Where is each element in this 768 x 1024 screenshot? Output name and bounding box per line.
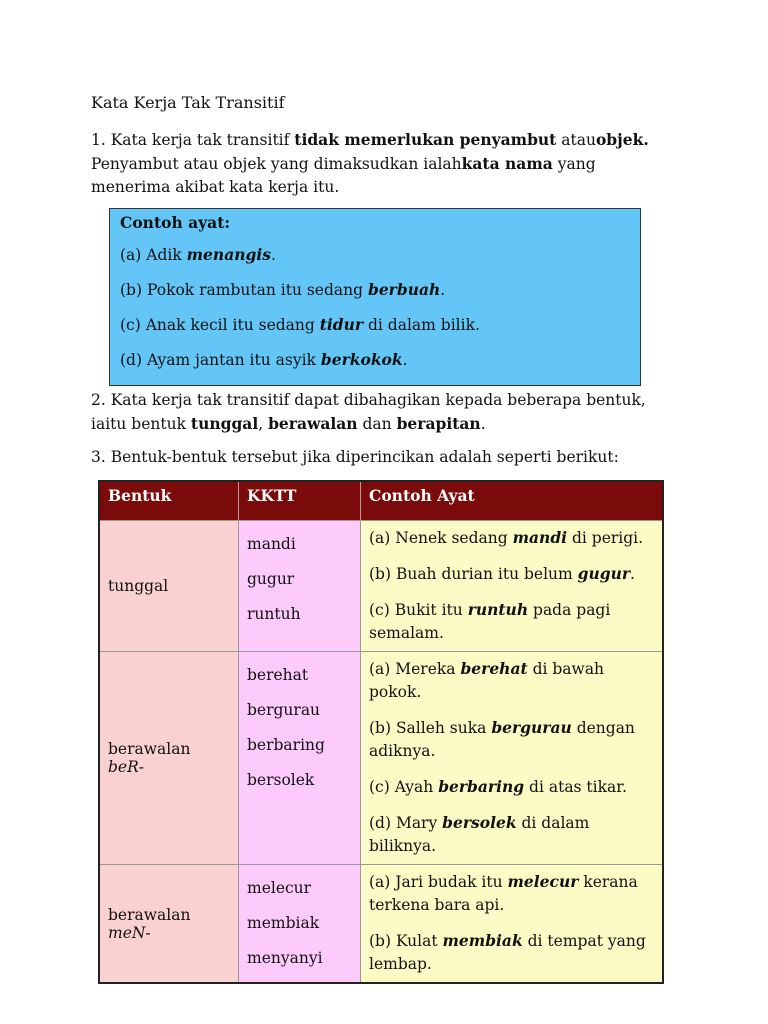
bentuk-text: berawalan [108, 905, 191, 924]
sentence-text: (b) Salleh suka [369, 719, 492, 737]
kktt-cell [239, 865, 361, 984]
point-2-paragraph [91, 389, 663, 436]
bentuk-cell [99, 652, 239, 865]
kktt-word: berehat [247, 666, 309, 684]
sentence-verb: gugur [577, 564, 631, 583]
point-1-text: Penyambut atau objek yang dimaksudkan ialah [91, 155, 462, 173]
bentuk-text: tunggal [108, 577, 169, 595]
sentence-verb: berbaring [438, 777, 525, 796]
point-1-text: atau [556, 131, 596, 149]
point-2-text: 2. Kata kerja tak transitif dapat dibahagikan kepada beberapa bentuk, iaitu bentuk [91, 391, 646, 433]
bentuk-affix: meN- [108, 923, 151, 942]
point-2-text: dan [357, 415, 397, 433]
point-1-text: yang menerima akibat kata kerja itu. [91, 155, 596, 196]
table-header-row [99, 481, 663, 521]
example-verb: berkokok [320, 350, 403, 369]
table-row [99, 865, 663, 984]
sentence-verb: melecur [507, 872, 579, 891]
sentence-text: kerana terkena bara api. [369, 873, 638, 914]
bentuk-cell [99, 865, 239, 984]
kktt-word: berbaring [247, 736, 325, 754]
kktt-word: runtuh [247, 605, 301, 623]
example-text: di dalam bilik. [363, 316, 480, 334]
verb-form-table [98, 480, 664, 984]
example-text: (a) Adik [120, 246, 187, 264]
sentence-verb: mandi [512, 528, 568, 547]
example-line [120, 280, 445, 299]
example-line [120, 315, 480, 334]
example-sentence [369, 870, 654, 917]
example-sentence [369, 775, 654, 799]
example-sentence [369, 811, 654, 858]
contoh-ayat-cell [361, 652, 664, 865]
sentence-text: . [630, 565, 635, 583]
example-heading: Contoh ayat: [120, 213, 231, 232]
sentence-verb: runtuh [467, 600, 529, 619]
page-title: Kata Kerja Tak Transitif [91, 93, 285, 112]
sentence-text: (a) Jari budak itu [369, 873, 508, 891]
example-sentence [369, 716, 654, 763]
example-sentence [369, 526, 654, 550]
kktt-word: bersolek [247, 771, 315, 789]
sentence-text: dengan adiknya. [369, 719, 635, 760]
example-text: (c) Anak kecil itu sedang [120, 316, 320, 334]
example-text: (d) Ayam jantan itu asyik [120, 351, 321, 369]
example-verb: menangis [186, 245, 271, 264]
example-text: (b) Pokok rambutan itu sedang [120, 281, 368, 299]
sentence-text: di tempat yang lembap. [369, 932, 646, 973]
sentence-text: di dalam biliknya. [369, 814, 590, 855]
example-verb: tidur [319, 315, 364, 334]
bentuk-text: berawalan [108, 740, 191, 758]
kktt-word: menyanyi [247, 949, 323, 967]
kktt-cell [239, 652, 361, 865]
kktt-word: gugur [247, 570, 295, 588]
header-bentuk: Bentuk [99, 481, 239, 521]
sentence-text: (c) Bukit itu [369, 601, 468, 619]
kktt-word: membiak [247, 914, 320, 932]
example-sentence [369, 657, 654, 704]
table-row [99, 521, 663, 652]
header-contoh-ayat: Contoh Ayat [361, 481, 664, 521]
point-1-bold: tidak memerlukan penyambut [294, 130, 557, 149]
point-1-paragraph [91, 128, 663, 199]
example-verb: berbuah [367, 280, 441, 299]
example-line [120, 245, 276, 264]
table-row [99, 652, 663, 865]
sentence-verb: bergurau [491, 718, 572, 737]
sentence-text: di perigi. [567, 529, 644, 547]
sentence-text: (b) Kulat [369, 932, 443, 950]
kktt-cell [239, 521, 361, 652]
example-sentence [369, 929, 654, 976]
contoh-ayat-cell [361, 521, 664, 652]
point-1-bold: kata nama [461, 154, 553, 173]
contoh-ayat-cell [361, 865, 664, 984]
bentuk-cell [99, 521, 239, 652]
sentence-text: (b) Buah durian itu belum [369, 565, 578, 583]
point-3-paragraph: 3. Bentuk-bentuk tersebut jika diperincikan adalah seperti berikut: [91, 448, 619, 466]
example-text: . [270, 246, 276, 264]
example-sentence [369, 562, 654, 586]
kktt-word: mandi [247, 535, 296, 553]
sentence-text: di atas tikar. [524, 778, 627, 796]
point-1-bold: objek. [595, 130, 649, 149]
example-box [109, 208, 641, 386]
example-text: . [440, 281, 446, 299]
sentence-text: (c) Ayah [369, 778, 439, 796]
sentence-text: (d) Mary [369, 814, 443, 832]
point-2-bold: tunggal [190, 414, 259, 433]
point-2-bold: berapitan [396, 414, 481, 433]
sentence-verb: bersolek [442, 813, 517, 832]
point-2-text: . [480, 415, 486, 433]
bentuk-affix: beR- [108, 758, 145, 776]
kktt-word: bergurau [247, 701, 321, 719]
sentence-text: di bawah pokok. [369, 660, 605, 701]
kktt-word: melecur [247, 879, 312, 897]
point-2-text: , [258, 415, 269, 433]
sentence-verb: berehat [460, 659, 528, 678]
sentence-verb: membiak [442, 931, 523, 950]
sentence-text: (a) Nenek sedang [369, 529, 513, 547]
example-text: . [402, 351, 408, 369]
point-1-text: 1. Kata kerja tak transitif [91, 131, 295, 149]
example-sentence [369, 598, 654, 645]
sentence-text: (a) Mereka [369, 660, 461, 678]
point-2-bold: berawalan [268, 414, 358, 433]
sentence-text: pada pagi semalam. [369, 601, 611, 642]
example-line [120, 350, 408, 369]
header-kktt: KKTT [239, 481, 361, 521]
